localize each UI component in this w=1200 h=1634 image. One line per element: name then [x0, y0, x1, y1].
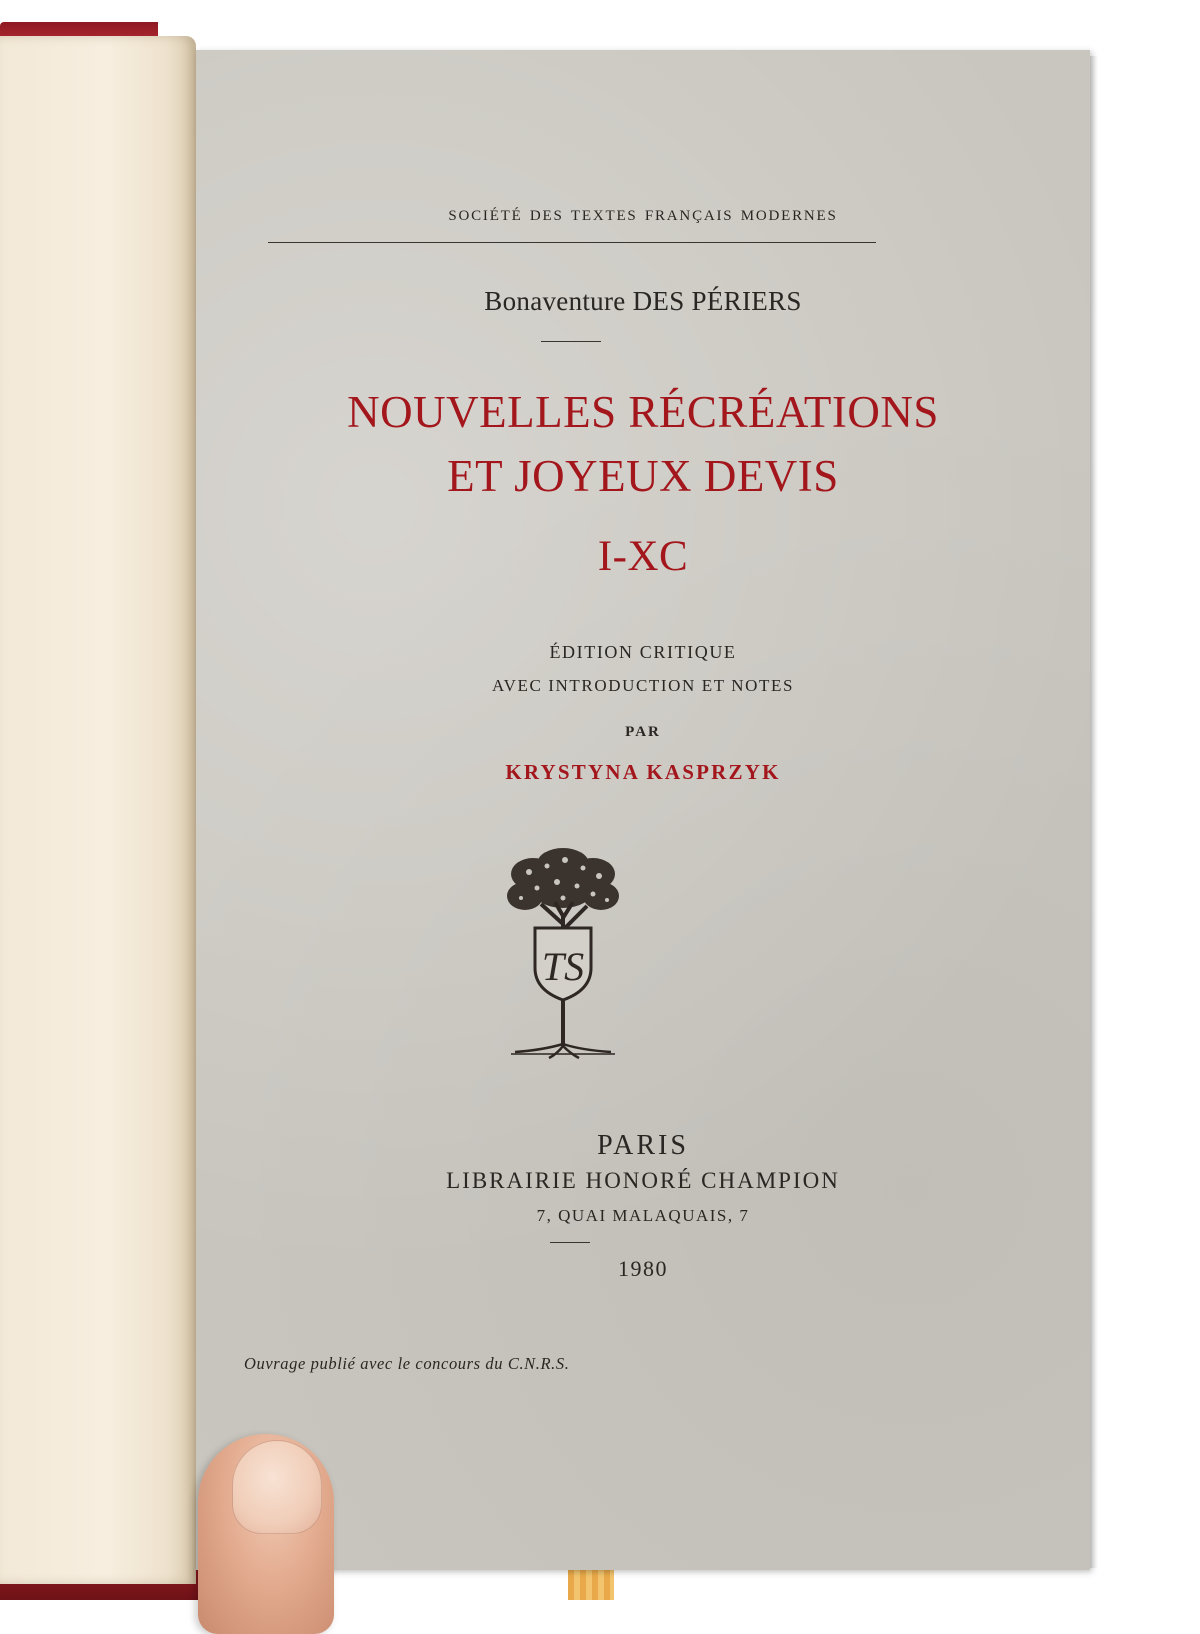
thumbnail [232, 1440, 322, 1534]
publication-city: PARIS [597, 1130, 689, 1161]
address-rule [550, 1242, 590, 1243]
left-page [0, 36, 196, 1584]
author-name: Bonaventure DES PÉRIERS [484, 286, 802, 316]
series-name: société des textes français modernes [448, 200, 838, 225]
page-edge-shadow [1090, 56, 1098, 1568]
edition-line-1: ÉDITION CRITIQUE [549, 642, 737, 662]
book-title-line-2: ET JOYEUX DEVIS [447, 451, 839, 501]
book-title-line-1: NOUVELLES RÉCRÉATIONS [347, 387, 939, 437]
publisher-name: LIBRAIRIE HONORÉ CHAMPION [446, 1168, 840, 1193]
edition-line-2: AVEC INTRODUCTION ET NOTES [491, 676, 795, 695]
editor-name: KRYSTYNA KASPRZYK [505, 760, 781, 784]
title-page [196, 50, 1090, 1570]
author-rule [541, 341, 601, 342]
by-label: PAR [625, 724, 661, 740]
funding-notice: Ouvrage publié avec le concours du C.N.R.S. [244, 1354, 570, 1373]
publisher-address: 7, QUAI MALAQUAIS, 7 [536, 1206, 750, 1225]
book-title-line-3: I-XC [597, 533, 689, 580]
publication-year: 1980 [618, 1256, 668, 1281]
svg-text:TS: TS [541, 944, 585, 989]
tree-and-shield-icon [503, 846, 623, 1066]
series-rule [268, 242, 876, 243]
